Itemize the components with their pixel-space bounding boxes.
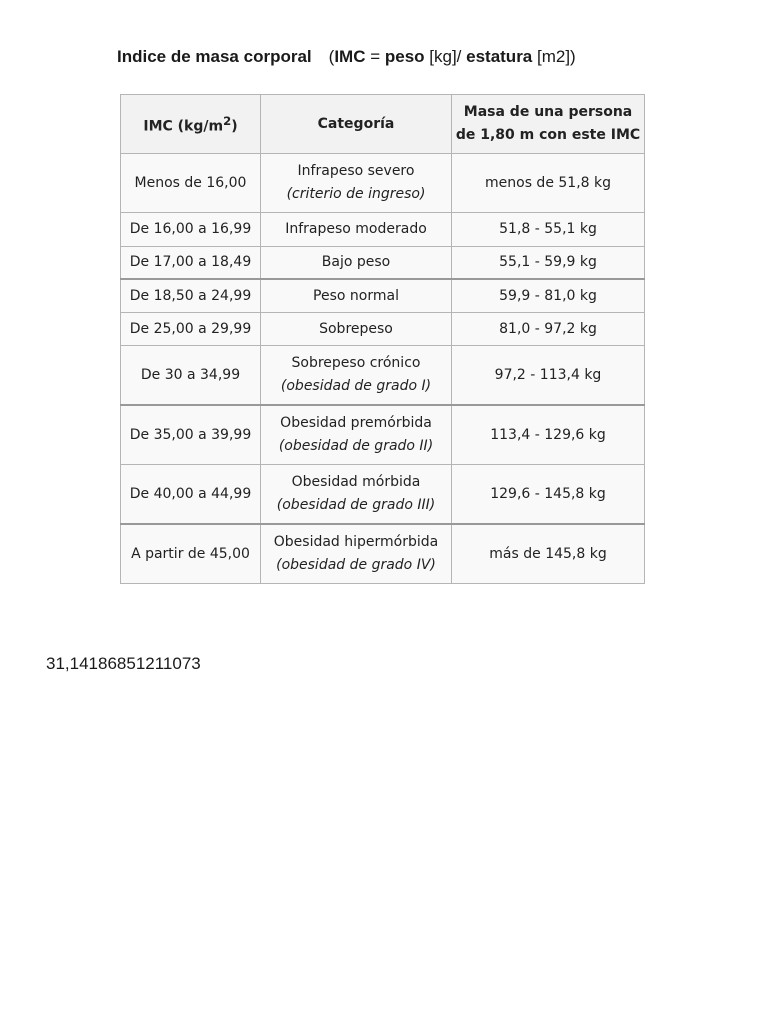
- categoria-label: Infrapeso moderado: [285, 221, 427, 238]
- header-masa: [452, 95, 645, 154]
- heading-imc: IMC: [334, 47, 366, 66]
- cell-imc: De 17,00 a 18,49: [121, 246, 261, 279]
- table-row: [121, 405, 645, 464]
- categoria-label: Sobrepeso crónico: [291, 355, 421, 372]
- cell-masa: 97,2 - 113,4 kg: [452, 346, 645, 405]
- categoria-label: Obesidad mórbida: [291, 474, 421, 491]
- table-header-row: [121, 95, 645, 154]
- table-row: [121, 346, 645, 405]
- header-imc-suffix: ): [231, 118, 238, 135]
- table-row: [121, 246, 645, 279]
- cell-imc: De 30 a 34,99: [121, 346, 261, 405]
- cell-categoria: [261, 313, 452, 346]
- categoria-label: Bajo peso: [321, 253, 391, 270]
- header-masa-line2: de 1,80 m con este IMC: [455, 127, 641, 143]
- cell-categoria: [261, 465, 452, 524]
- header-imc: [121, 95, 261, 154]
- cell-categoria: [261, 279, 452, 312]
- categoria-label: Sobrepeso: [319, 320, 393, 337]
- heading-open-paren: (: [328, 47, 335, 66]
- heading-peso: peso: [384, 47, 425, 66]
- cell-masa: 59,9 - 81,0 kg: [452, 279, 645, 312]
- cell-categoria: [261, 246, 452, 279]
- cell-categoria: [261, 405, 452, 464]
- categoria-subtitle: (criterio de ingreso): [286, 186, 426, 203]
- cell-masa: 129,6 - 145,8 kg: [452, 465, 645, 524]
- table-row: [121, 524, 645, 584]
- cell-imc: De 25,00 a 29,99: [121, 313, 261, 346]
- categoria-label: Obesidad premórbida: [280, 415, 432, 432]
- table-row: [121, 213, 645, 246]
- header-masa-line1: Masa de una persona: [463, 104, 633, 120]
- heading-title: Indice de masa corporal: [117, 47, 312, 66]
- table-row: [121, 465, 645, 524]
- header-categoria: Categoría: [261, 95, 452, 154]
- cell-imc: De 35,00 a 39,99: [121, 405, 261, 464]
- cell-categoria: [261, 524, 452, 584]
- heading-equals: =: [365, 47, 385, 66]
- cell-categoria: [261, 213, 452, 246]
- categoria-subtitle: (obesidad de grado III): [276, 497, 436, 514]
- categoria-label: Peso normal: [313, 287, 399, 304]
- header-imc-prefix: IMC (kg/m: [143, 118, 224, 135]
- cell-imc: De 40,00 a 44,99: [121, 465, 261, 524]
- table-body: [121, 154, 645, 584]
- cell-imc: De 16,00 a 16,99: [121, 213, 261, 246]
- result-value: 31,14186851211073: [46, 654, 201, 673]
- cell-masa: más de 145,8 kg: [452, 524, 645, 584]
- heading-m2-unit: [m2]): [532, 47, 576, 66]
- cell-masa: menos de 51,8 kg: [452, 154, 645, 213]
- table-row: [121, 279, 645, 312]
- categoria-subtitle: (obesidad de grado I): [280, 378, 432, 395]
- cell-masa: 113,4 - 129,6 kg: [452, 405, 645, 464]
- table-row: [121, 154, 645, 213]
- cell-masa: 51,8 - 55,1 kg: [452, 213, 645, 246]
- categoria-subtitle: (obesidad de grado IV): [276, 557, 436, 573]
- imc-table: [120, 94, 645, 584]
- categoria-label: Infrapeso severo: [297, 163, 415, 180]
- categoria-subtitle: (obesidad de grado II): [278, 438, 434, 455]
- header-imc-sup: 2: [223, 113, 232, 128]
- imc-table-container: [120, 94, 644, 584]
- cell-masa: 81,0 - 97,2 kg: [452, 313, 645, 346]
- cell-imc: Menos de 16,00: [121, 154, 261, 213]
- cell-imc: A partir de 45,00: [121, 524, 261, 584]
- categoria-label: Obesidad hipermórbida: [273, 534, 439, 550]
- table-row: [121, 313, 645, 346]
- cell-masa: 55,1 - 59,9 kg: [452, 246, 645, 279]
- heading-estatura: estatura: [466, 47, 533, 66]
- cell-imc: De 18,50 a 24,99: [121, 279, 261, 312]
- heading-kg-unit: [kg]/: [424, 47, 467, 66]
- cell-categoria: [261, 154, 452, 213]
- cell-categoria: [261, 346, 452, 405]
- page-heading: [117, 47, 576, 67]
